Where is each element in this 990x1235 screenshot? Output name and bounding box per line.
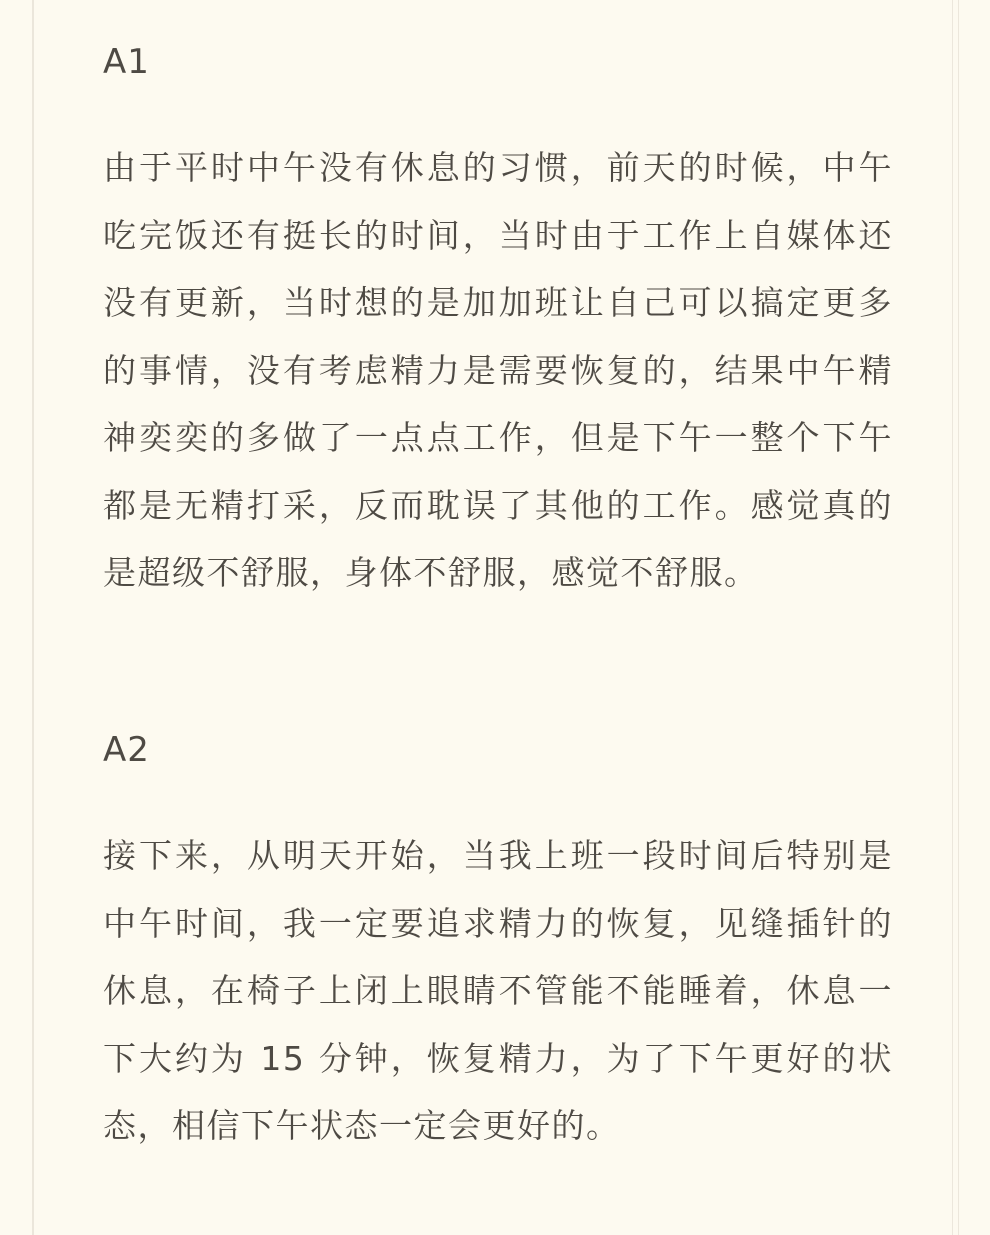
page-border-left <box>32 0 34 1235</box>
page-border-right-inner <box>952 0 953 1235</box>
section-body-a1: 由于平时中午没有休息的习惯，前天的时候，中午吃完饭还有挺长的时间，当时由于工作上自媒体还没有更新，当时想的是加加班让自己可以搞定更多的事情，没有考虑精力是需要恢复的，结果中午精神奕奕的多做了一点点工作，但是下午一整个下午都是无精打采，反而耽误了其他的工作。感觉真的是超级不舒服，身体不舒服，感觉不舒服。 <box>103 148 893 592</box>
section-heading-a1: A1 <box>103 42 150 82</box>
page-border-right-outer <box>958 0 959 1235</box>
section-heading-a2: A2 <box>103 730 150 770</box>
section-body-a2: 接下来，从明天开始，当我上班一段时间后特别是中午时间，我一定要追求精力的恢复，见缝插针的休息，在椅子上闭上眼睛不管能不能睡着，休息一下大约为 15 分钟，恢复精力，为了下午更好的状态，相信下午状态一定会更好的。 <box>103 836 893 1145</box>
